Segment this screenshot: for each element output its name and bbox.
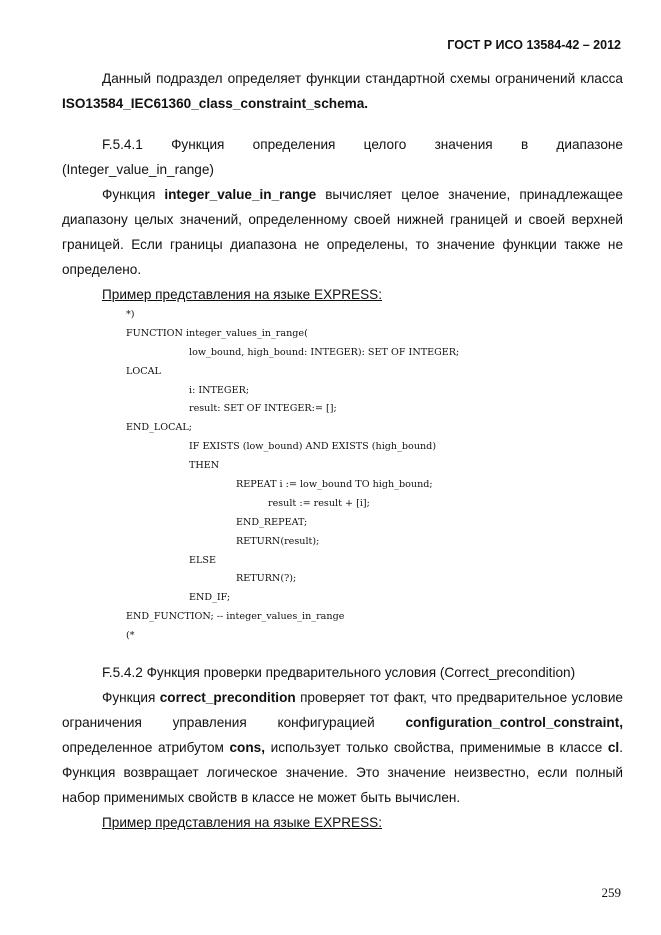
code-line: END_REPEAT; [236, 516, 308, 528]
attribute-name: cons, [229, 740, 266, 755]
code-line: THEN [189, 460, 220, 472]
code-line: RETURN(?); [236, 573, 297, 585]
code-line: LOCAL [126, 365, 161, 377]
code-line: *) [126, 309, 135, 320]
section2-heading: F.5.4.2 Функция проверки предварительного условия (Correct_precondition) [102, 665, 576, 680]
section1-heading-line2: (Integer_value_in_range) [62, 162, 214, 177]
intro-paragraph [62, 66, 623, 116]
example-label: Пример представления на языке EXPRESS: [102, 815, 382, 830]
intro-text: Данный подраздел определяет функции стандартной схемы ограничений класса [102, 71, 623, 86]
section2-paragraph: Функция correct_precondition проверяет тот факт, что предварительное условие ограничения управления конфигурацией configuration_control_constraint, определенное атрибутом cons, использует только свойства, применимые в классе cl. Функция возвращает логическое значение. Это значение неизвестно, если полный набор применимых свойств в классе не может быть вычислен. [62, 690, 623, 805]
section-f542 [62, 660, 623, 835]
code-line: REPEAT i := low_bound TO high_bound; [236, 479, 433, 491]
function-name: integer_value_in_range [164, 187, 317, 202]
code-line: IF EXISTS (low_bound) AND EXISTS (high_bound) [189, 441, 437, 453]
section1-paragraph: Функция integer_value_in_range вычисляет целое значение, принадлежащее диапазону целых значений, определенному своей нижней границей и своей верхней границей. Если границы диапазона не определены, то значение функции также не определено. [62, 187, 623, 277]
schema-name: ISO13584_IEC61360_class_constraint_schema. [62, 96, 369, 111]
code-line: FUNCTION integer_values_in_range( [126, 327, 308, 339]
section-f541 [62, 132, 623, 307]
example-label: Пример представления на языке EXPRESS: [102, 287, 382, 302]
function-name: correct_precondition [159, 690, 296, 705]
code-line: (* [126, 630, 135, 642]
code-line: END_LOCAL; [126, 422, 192, 434]
page-number: 259 [601, 885, 621, 900]
code-line: result := result + [i]; [268, 497, 370, 509]
document-header: ГОСТ Р ИСО 13584-42 – 2012 [447, 38, 621, 52]
code-line: END_IF; [189, 592, 231, 604]
code-line: i: INTEGER; [189, 384, 250, 396]
code-listing [126, 306, 459, 646]
code-line: END_FUNCTION; -- integer_values_in_range [126, 611, 345, 623]
section1-heading-line1: F.5.4.1 Функция определения целого значения в диапазоне [102, 137, 623, 152]
code-line: result: SET OF INTEGER:= []; [189, 403, 337, 415]
constraint-name: configuration_control_constraint, [405, 715, 623, 730]
code-line: ELSE [189, 554, 216, 566]
class-name: cl [607, 740, 620, 755]
code-line: low_bound, high_bound: INTEGER): SET OF INTEGER; [189, 346, 460, 358]
code-line: RETURN(result); [236, 535, 320, 547]
